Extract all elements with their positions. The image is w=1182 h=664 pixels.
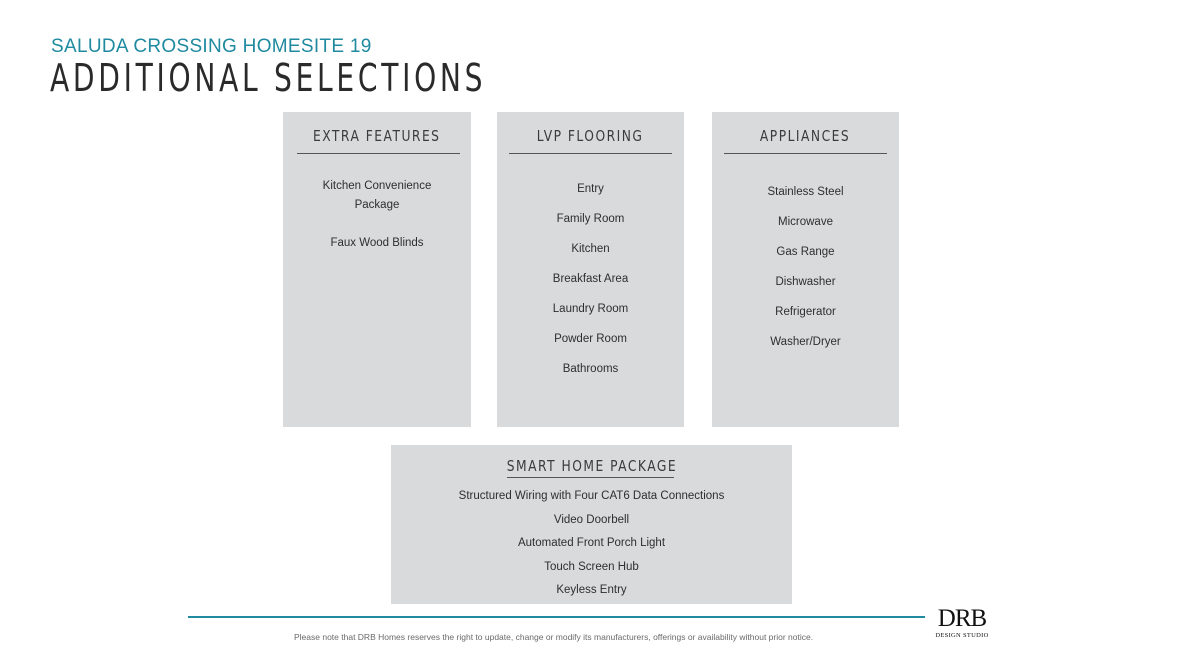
appliances-card — [712, 112, 899, 427]
footer-divider — [188, 616, 925, 618]
list-item: Keyless Entry — [556, 584, 627, 596]
lvp-flooring-heading: LVP FLOORING — [537, 127, 644, 145]
project-subtitle: SALUDA CROSSING HOMESITE 19 — [51, 36, 372, 57]
list-item: Family Room — [556, 213, 625, 225]
page-title: ADDITIONAL SELECTIONS — [50, 56, 487, 100]
extra-features-rule — [297, 153, 460, 154]
logo-subtext: DESIGN STUDIO — [935, 632, 989, 639]
list-item: Automated Front Porch Light — [517, 537, 666, 549]
list-item: Kitchen — [571, 243, 610, 255]
list-item: Package — [354, 199, 400, 211]
list-item: Refrigerator — [775, 306, 836, 318]
list-item: Washer/Dryer — [770, 336, 841, 348]
appliances-heading: APPLIANCES — [760, 127, 851, 145]
lvp-flooring-card — [497, 112, 684, 427]
list-item: Dishwasher — [775, 276, 836, 288]
extra-features-heading: EXTRA FEATURES — [313, 127, 441, 145]
list-item: Stainless Steel — [767, 186, 844, 198]
list-item: Laundry Room — [552, 303, 629, 315]
list-item: Faux Wood Blinds — [330, 237, 424, 249]
disclaimer-note: Please note that DRB Homes reserves the right to update, change or modify its manufacturers, offerings or availability without prior notice. — [294, 632, 814, 642]
smart-home-rule — [507, 477, 674, 478]
list-item: Kitchen Convenience — [322, 180, 432, 192]
extra-features-card — [283, 112, 471, 427]
logo-mark: DRB — [937, 605, 987, 632]
list-item: Entry — [577, 183, 604, 195]
smart-home-heading: SMART HOME PACKAGE — [506, 457, 677, 475]
list-item: Structured Wiring with Four CAT6 Data Connections — [458, 490, 725, 502]
list-item: Powder Room — [554, 333, 627, 345]
list-item: Video Doorbell — [553, 513, 630, 526]
list-item: Bathrooms — [562, 363, 619, 375]
appliances-rule — [724, 153, 887, 154]
smart-home-card — [391, 445, 792, 604]
list-item: Gas Range — [776, 246, 835, 258]
drb-design-studio-logo — [933, 607, 991, 639]
list-item: Breakfast Area — [552, 273, 629, 285]
list-item: Microwave — [778, 216, 833, 228]
lvp-flooring-rule — [509, 153, 672, 154]
list-item: Touch Screen Hub — [544, 560, 639, 573]
